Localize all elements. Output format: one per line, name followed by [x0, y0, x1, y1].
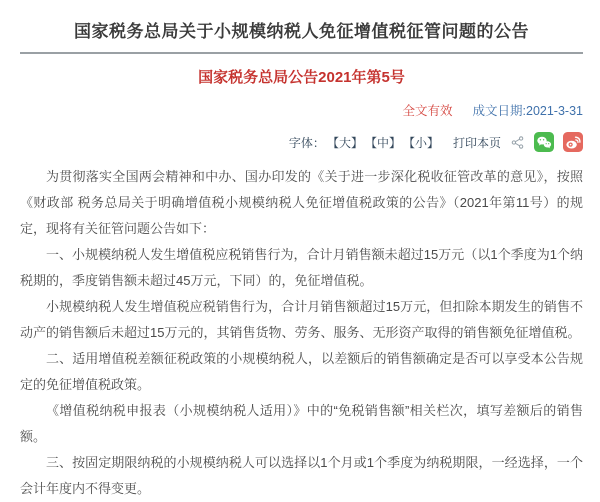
weibo-share-icon[interactable]: [563, 132, 583, 152]
page-title: 国家税务总局关于小规模纳税人免征增值税征管问题的公告: [74, 22, 529, 41]
wechat-share-icon[interactable]: [534, 132, 554, 152]
doc-number: 国家税务总局公告2021年第5号: [198, 69, 405, 86]
paragraph: 《增值税纳税申报表（小规模纳税人适用）》中的“免税销售额”相关栏次，填写差额后的销售额。: [20, 403, 583, 444]
font-size-medium-button[interactable]: 【中】: [364, 135, 401, 150]
paragraph: 三、按固定期限纳税的小规模纳税人可以选择以1个月或1个季度为纳税期限，一经选择，一个会计年度内不得变更。: [20, 455, 583, 496]
paragraph: 二、适用增值税差额征税政策的小规模纳税人，以差额后的销售额确定是否可以享受本公告规定的免征增值税政策。: [20, 351, 583, 392]
print-page-button[interactable]: 打印本页: [452, 135, 501, 150]
paragraph: 小规模纳税人发生增值税应税销售行为，合计月销售额超过15万元，但扣除本期发生的销售不动产的销售额后未超过15万元的，其销售货物、劳务、服务、无形资产取得的销售额免征增值税。: [20, 299, 583, 340]
meta-row: [20, 104, 583, 119]
status-badge: 全文有效: [402, 104, 453, 118]
title-divider: [20, 52, 583, 54]
toolbar: [20, 132, 583, 152]
paragraph: 一、小规模纳税人发生增值税应税销售行为，合计月销售额未超过15万元（以1个季度为1个纳税期的，季度销售额未超过45万元，下同）的，免征增值税。: [20, 247, 583, 288]
font-size-label: 字体：: [288, 135, 325, 150]
share-nodes-icon[interactable]: [510, 135, 525, 150]
font-size-large-button[interactable]: 【大】: [326, 135, 363, 150]
font-size-small-button[interactable]: 【小】: [402, 135, 439, 150]
paragraph: 为贯彻落实全国两会精神和中办、国办印发的《关于进一步深化税收征管改革的意见》，按照《财政部 税务总局关于明确增值税小规模纳税人免征增值税政策的公告》（2021年第11号）的规定，现将有关征管问题公告如下：: [20, 169, 583, 236]
doc-date: 成文日期:2021-3-31: [472, 104, 583, 118]
article-body: [20, 164, 583, 502]
